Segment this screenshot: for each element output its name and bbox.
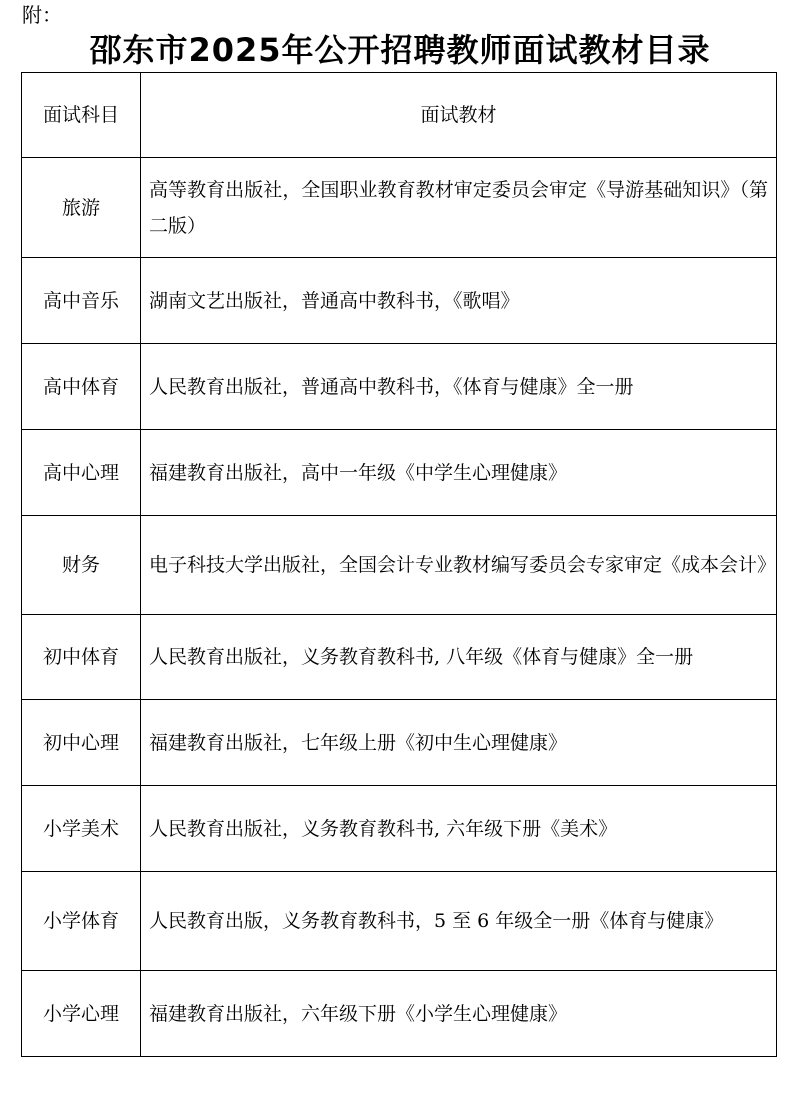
table-row — [22, 258, 777, 344]
material-cell: 福建教育出版社，七年级上册《初中生心理健康》 — [141, 700, 777, 786]
table-row — [22, 516, 777, 615]
table-row — [22, 430, 777, 516]
header-material: 面试教材 — [141, 73, 777, 158]
table-row — [22, 971, 777, 1057]
header-subject: 面试科目 — [22, 73, 141, 158]
subject-cell: 小学心理 — [22, 971, 141, 1057]
material-cell: 人民教育出版社，义务教育教科书, 六年级下册《美术》 — [141, 786, 777, 872]
material-cell: 电子科技大学出版社，全国会计专业教材编写委员会专家审定《成本会计》 — [141, 516, 777, 615]
table-row — [22, 872, 777, 971]
subject-cell: 小学体育 — [22, 872, 141, 971]
page-title: 邵东市2025年公开招聘教师面试教材目录 — [89, 31, 711, 69]
material-cell: 高等教育出版社，全国职业教育教材审定委员会审定《导游基础知识》（第二版） — [141, 158, 777, 258]
subject-cell: 初中体育 — [22, 615, 141, 700]
textbook-catalog-table — [21, 72, 777, 1057]
subject-cell: 高中音乐 — [22, 258, 141, 344]
table-header-row — [22, 73, 777, 158]
material-cell: 人民教育出版社，义务教育教科书, 八年级《体育与健康》全一册 — [141, 615, 777, 700]
material-cell: 人民教育出版社，普通高中教科书，《体育与健康》全一册 — [141, 344, 777, 430]
table-row — [22, 158, 777, 258]
subject-cell: 高中体育 — [22, 344, 141, 430]
subject-cell: 初中心理 — [22, 700, 141, 786]
material-cell: 人民教育出版，义务教育教科书，5 至 6 年级全一册《体育与健康》 — [141, 872, 777, 971]
attachment-label: 附： — [22, 3, 62, 27]
material-cell: 福建教育出版社，六年级下册《小学生心理健康》 — [141, 971, 777, 1057]
subject-cell: 高中心理 — [22, 430, 141, 516]
subject-cell: 小学美术 — [22, 786, 141, 872]
table-row — [22, 344, 777, 430]
table-row — [22, 700, 777, 786]
subject-cell: 旅游 — [22, 158, 141, 258]
table-row — [22, 786, 777, 872]
table-row — [22, 615, 777, 700]
subject-cell: 财务 — [22, 516, 141, 615]
material-cell: 湖南文艺出版社，普通高中教科书，《歌唱》 — [141, 258, 777, 344]
material-cell: 福建教育出版社，高中一年级《中学生心理健康》 — [141, 430, 777, 516]
